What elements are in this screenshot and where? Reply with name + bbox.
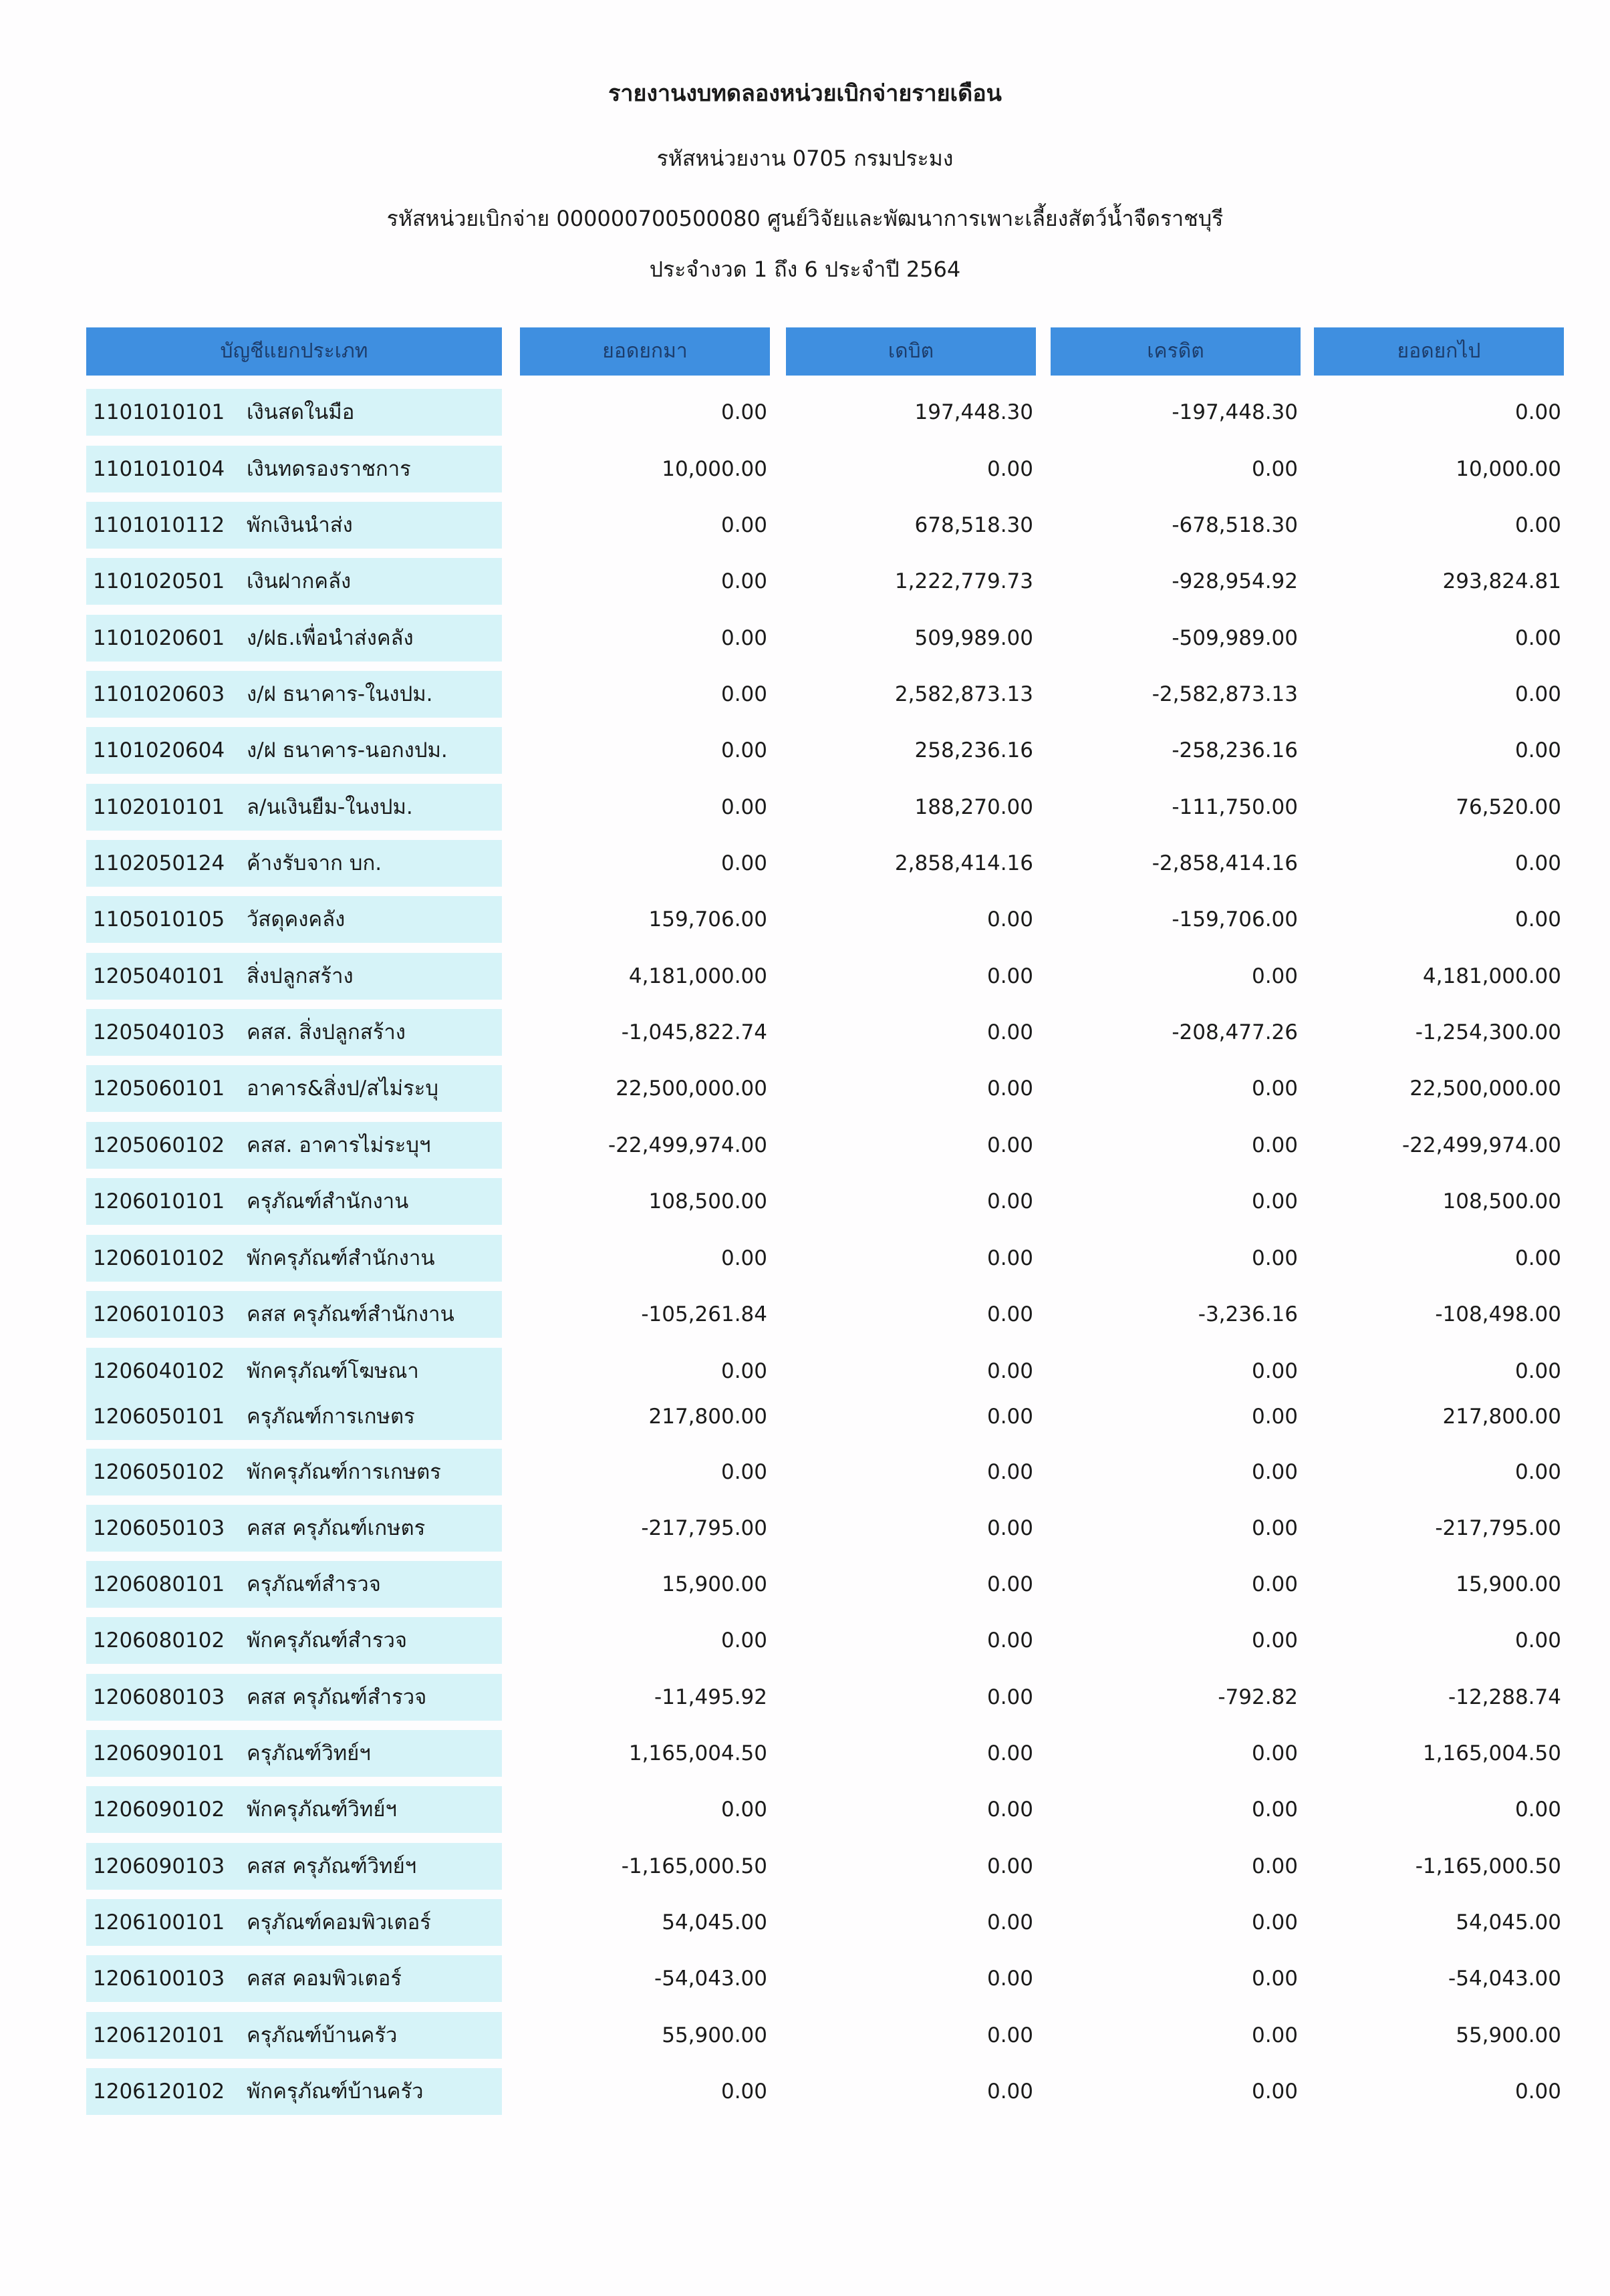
account-name: ง/ฝ ธนาคาร-นอกงปม.: [247, 738, 448, 762]
account-cell: [86, 502, 502, 549]
table-row: [0, 2012, 1610, 2059]
table-row: [0, 1505, 1610, 1552]
table-row: [0, 1291, 1610, 1338]
carried-forward-cell: 293,824.81: [1442, 569, 1561, 593]
table-row: [0, 1561, 1610, 1608]
carried-forward-cell: -54,043.00: [1448, 1967, 1561, 1991]
credit-cell: -197,448.30: [1172, 400, 1298, 424]
carried-forward-cell: -1,254,300.00: [1415, 1020, 1561, 1044]
credit-cell: 0.00: [1251, 1854, 1298, 1878]
account-cell: [86, 1009, 502, 1056]
carried-forward-cell: 0.00: [1514, 1359, 1561, 1383]
carried-forward-cell: -12,288.74: [1448, 1685, 1561, 1709]
credit-cell: 0.00: [1251, 1741, 1298, 1765]
carried-forward-cell: 0.00: [1514, 1628, 1561, 1653]
account-name: อาคาร&สิ่งป/สไม่ระบุ: [247, 1077, 439, 1101]
carried-forward-cell: 0.00: [1514, 738, 1561, 762]
credit-cell: -258,236.16: [1172, 738, 1298, 762]
debit-cell: 0.00: [986, 1628, 1033, 1653]
account-cell: [86, 1393, 502, 1440]
credit-cell: 0.00: [1251, 1359, 1298, 1383]
account-code: 1206040102: [93, 1359, 225, 1383]
brought-forward-cell: 0.00: [720, 1246, 767, 1270]
account-code: 1206080103: [93, 1685, 225, 1709]
account-name: ครุภัณฑ์คอมพิวเตอร์: [247, 1910, 431, 1934]
carried-forward-cell: -22,499,974.00: [1402, 1133, 1561, 1157]
account-code: 1206100103: [93, 1967, 225, 1991]
brought-forward-cell: 108,500.00: [648, 1189, 767, 1213]
carried-forward-cell: 0.00: [1514, 2079, 1561, 2104]
debit-cell: 509,989.00: [914, 626, 1033, 650]
account-code: 1206090101: [93, 1741, 225, 1765]
credit-cell: 0.00: [1251, 1516, 1298, 1540]
credit-cell: -678,518.30: [1172, 513, 1298, 537]
account-cell: [86, 953, 502, 1000]
account-code: 1206050103: [93, 1516, 225, 1540]
col-header-debit: เดบิต: [786, 327, 1036, 376]
table-row: [0, 2068, 1610, 2115]
brought-forward-cell: 4,181,000.00: [628, 964, 767, 988]
account-name: ล/นเงินยืม-ในงปม.: [247, 795, 413, 819]
debit-cell: 0.00: [986, 1516, 1033, 1540]
credit-cell: 0.00: [1251, 457, 1298, 481]
carried-forward-cell: 55,900.00: [1456, 2023, 1561, 2047]
debit-cell: 0.00: [986, 1967, 1033, 1991]
account-code: 1205060101: [93, 1077, 225, 1101]
account-code: 1105010105: [93, 907, 225, 931]
account-code: 1206010101: [93, 1189, 225, 1213]
brought-forward-cell: 0.00: [720, 2079, 767, 2104]
account-cell: [86, 1843, 502, 1890]
carried-forward-cell: 10,000.00: [1456, 457, 1561, 481]
credit-cell: 0.00: [1251, 1798, 1298, 1822]
account-name: พักครุภัณฑ์วิทย์ฯ: [247, 1798, 397, 1822]
account-cell: [86, 1235, 502, 1282]
table-row: [0, 1009, 1610, 1056]
carried-forward-cell: 217,800.00: [1442, 1405, 1561, 1429]
account-cell: [86, 896, 502, 943]
brought-forward-cell: 55,900.00: [662, 2023, 767, 2047]
account-cell: [86, 840, 502, 887]
account-code: 1206090103: [93, 1854, 225, 1878]
debit-cell: 197,448.30: [914, 400, 1033, 424]
debit-cell: 0.00: [986, 1246, 1033, 1270]
credit-cell: 0.00: [1251, 1910, 1298, 1934]
account-cell: [86, 1955, 502, 2002]
carried-forward-cell: 1,165,004.50: [1422, 1741, 1561, 1765]
debit-cell: 0.00: [986, 1741, 1033, 1765]
account-code: 1206100101: [93, 1910, 225, 1934]
agency-line: รหัสหน่วยงาน 0705 กรมประมง: [656, 146, 954, 171]
debit-cell: 0.00: [986, 1189, 1033, 1213]
table-row: [0, 1730, 1610, 1777]
account-name: เงินสดในมือ: [247, 400, 355, 424]
credit-cell: -2,858,414.16: [1152, 851, 1298, 875]
account-cell: [86, 1291, 502, 1338]
table-row: [0, 615, 1610, 662]
account-cell: [86, 1178, 502, 1225]
credit-cell: 0.00: [1251, 964, 1298, 988]
table-row: [0, 1122, 1610, 1169]
account-name: ง/ฝธ.เพื่อนำส่งคลัง: [247, 626, 414, 650]
carried-forward-cell: 54,045.00: [1456, 1910, 1561, 1934]
credit-cell: 0.00: [1251, 1189, 1298, 1213]
account-name: คสส. สิ่งปลูกสร้าง: [247, 1020, 406, 1044]
debit-cell: 0.00: [986, 1302, 1033, 1326]
brought-forward-cell: 159,706.00: [648, 907, 767, 931]
table-row: [0, 1617, 1610, 1664]
table-row: [0, 784, 1610, 831]
debit-cell: 0.00: [986, 2079, 1033, 2104]
brought-forward-cell: -105,261.84: [641, 1302, 767, 1326]
brought-forward-cell: -54,043.00: [654, 1967, 767, 1991]
debit-cell: 1,222,779.73: [894, 569, 1033, 593]
account-code: 1206090102: [93, 1798, 225, 1822]
credit-cell: 0.00: [1251, 1246, 1298, 1270]
credit-cell: -2,582,873.13: [1152, 682, 1298, 706]
brought-forward-cell: 0.00: [720, 626, 767, 650]
account-cell: [86, 1348, 502, 1395]
account-cell: [86, 1786, 502, 1833]
account-code: 1206120102: [93, 2079, 225, 2104]
account-name: คสส ครุภัณฑ์สำรวจ: [247, 1685, 427, 1709]
account-code: 1205060102: [93, 1133, 225, 1157]
credit-cell: 0.00: [1251, 2023, 1298, 2047]
brought-forward-cell: -11,495.92: [654, 1685, 767, 1709]
brought-forward-cell: 0.00: [720, 513, 767, 537]
account-code: 1101020501: [93, 569, 225, 593]
debit-cell: 0.00: [986, 1854, 1033, 1878]
table-row: [0, 727, 1610, 774]
debit-cell: 0.00: [986, 907, 1033, 931]
table-row: [0, 840, 1610, 887]
brought-forward-cell: 0.00: [720, 795, 767, 819]
brought-forward-cell: 10,000.00: [662, 457, 767, 481]
table-row: [0, 389, 1610, 436]
brought-forward-cell: 0.00: [720, 569, 767, 593]
table-row: [0, 671, 1610, 718]
table-row: [0, 446, 1610, 492]
account-cell: [86, 2068, 502, 2115]
debit-cell: 0.00: [986, 1405, 1033, 1429]
account-code: 1206050101: [93, 1405, 225, 1429]
carried-forward-cell: -217,795.00: [1435, 1516, 1561, 1540]
account-cell: [86, 1899, 502, 1946]
brought-forward-cell: 0.00: [720, 1460, 767, 1484]
account-code: 1101010104: [93, 457, 225, 481]
carried-forward-cell: 0.00: [1514, 851, 1561, 875]
debit-cell: 0.00: [986, 1359, 1033, 1383]
disbursement-unit-line: รหัสหน่วยเบิกจ่าย 000000700500080 ศูนย์วิจัยและพัฒนาการเพาะเลี้ยงสัตว์น้ำจืดราชบุรี: [386, 206, 1224, 231]
account-cell: [86, 1449, 502, 1495]
table-row: [0, 502, 1610, 549]
brought-forward-cell: 22,500,000.00: [616, 1077, 767, 1101]
account-name: ครุภัณฑ์การเกษตร: [247, 1405, 415, 1429]
table-row: [0, 558, 1610, 605]
carried-forward-cell: 22,500,000.00: [1410, 1077, 1561, 1101]
credit-cell: 0.00: [1251, 1405, 1298, 1429]
account-cell: [86, 1505, 502, 1552]
account-code: 1102010101: [93, 795, 225, 819]
debit-cell: 0.00: [986, 1685, 1033, 1709]
brought-forward-cell: 217,800.00: [648, 1405, 767, 1429]
credit-cell: -792.82: [1218, 1685, 1298, 1709]
account-code: 1206080102: [93, 1628, 225, 1653]
report-title: รายงานงบทดลองหน่วยเบิกจ่ายรายเดือน: [608, 80, 1002, 107]
carried-forward-cell: 0.00: [1514, 1246, 1561, 1270]
brought-forward-cell: 15,900.00: [662, 1572, 767, 1596]
brought-forward-cell: 1,165,004.50: [628, 1741, 767, 1765]
credit-cell: 0.00: [1251, 1572, 1298, 1596]
debit-cell: 0.00: [986, 964, 1033, 988]
account-cell: [86, 1561, 502, 1608]
debit-cell: 0.00: [986, 457, 1033, 481]
col-header-brought-forward: ยอดยกมา: [520, 327, 770, 376]
brought-forward-cell: 0.00: [720, 682, 767, 706]
brought-forward-cell: 0.00: [720, 851, 767, 875]
credit-cell: -111,750.00: [1172, 795, 1298, 819]
account-code: 1206010103: [93, 1302, 225, 1326]
carried-forward-cell: 0.00: [1514, 907, 1561, 931]
debit-cell: 0.00: [986, 1020, 1033, 1044]
debit-cell: 2,582,873.13: [894, 682, 1033, 706]
credit-cell: 0.00: [1251, 2079, 1298, 2104]
brought-forward-cell: 0.00: [720, 400, 767, 424]
credit-cell: -3,236.16: [1198, 1302, 1298, 1326]
credit-cell: -159,706.00: [1172, 907, 1298, 931]
account-name: คสส ครุภัณฑ์เกษตร: [247, 1516, 426, 1540]
carried-forward-cell: -1,165,000.50: [1415, 1854, 1561, 1878]
carried-forward-cell: -108,498.00: [1435, 1302, 1561, 1326]
debit-cell: 188,270.00: [914, 795, 1033, 819]
table-row: [0, 1178, 1610, 1225]
debit-cell: 0.00: [986, 1077, 1033, 1101]
carried-forward-cell: 108,500.00: [1442, 1189, 1561, 1213]
account-cell: [86, 2012, 502, 2059]
brought-forward-cell: 0.00: [720, 738, 767, 762]
account-code: 1205040101: [93, 964, 225, 988]
debit-cell: 0.00: [986, 2023, 1033, 2047]
account-name: ค้างรับจาก บก.: [247, 851, 382, 875]
carried-forward-cell: 15,900.00: [1456, 1572, 1561, 1596]
account-cell: [86, 558, 502, 605]
carried-forward-cell: 0.00: [1514, 1798, 1561, 1822]
table-row: [0, 953, 1610, 1000]
account-cell: [86, 671, 502, 718]
carried-forward-cell: 4,181,000.00: [1422, 964, 1561, 988]
brought-forward-cell: -1,045,822.74: [621, 1020, 767, 1044]
account-cell: [86, 1674, 502, 1721]
account-code: 1101010101: [93, 400, 225, 424]
carried-forward-cell: 76,520.00: [1456, 795, 1561, 819]
account-cell: [86, 615, 502, 662]
account-code: 1206120101: [93, 2023, 225, 2047]
account-name: ง/ฝ ธนาคาร-ในงปม.: [247, 682, 433, 706]
credit-cell: -928,954.92: [1172, 569, 1298, 593]
account-name: พักเงินนำส่ง: [247, 513, 353, 537]
table-row: [0, 1786, 1610, 1833]
table-row: [0, 1899, 1610, 1946]
account-cell: [86, 784, 502, 831]
account-name: พักครุภัณฑ์สำรวจ: [247, 1628, 408, 1653]
debit-cell: 0.00: [986, 1798, 1033, 1822]
table-row: [0, 1065, 1610, 1112]
account-cell: [86, 727, 502, 774]
period-line: ประจำงวด 1 ถึง 6 ประจำปี 2564: [649, 257, 961, 282]
carried-forward-cell: 0.00: [1514, 513, 1561, 537]
debit-cell: 2,858,414.16: [894, 851, 1033, 875]
credit-cell: 0.00: [1251, 1967, 1298, 1991]
account-name: เงินทดรองราชการ: [247, 457, 411, 481]
credit-cell: -509,989.00: [1172, 626, 1298, 650]
credit-cell: 0.00: [1251, 1077, 1298, 1101]
account-code: 1101010112: [93, 513, 225, 537]
account-name: ครุภัณฑ์บ้านครัว: [247, 2023, 398, 2047]
table-row: [0, 1348, 1610, 1395]
debit-cell: 678,518.30: [914, 513, 1033, 537]
account-name: สิ่งปลูกสร้าง: [247, 964, 354, 988]
brought-forward-cell: -1,165,000.50: [621, 1854, 767, 1878]
brought-forward-cell: 54,045.00: [662, 1910, 767, 1934]
debit-cell: 0.00: [986, 1572, 1033, 1596]
account-code: 1205040103: [93, 1020, 225, 1044]
account-cell: [86, 1617, 502, 1664]
credit-cell: 0.00: [1251, 1133, 1298, 1157]
account-name: เงินฝากคลัง: [247, 569, 352, 593]
debit-cell: 0.00: [986, 1133, 1033, 1157]
table-row: [0, 896, 1610, 943]
table-row: [0, 1449, 1610, 1495]
account-code: 1101020603: [93, 682, 225, 706]
col-header-credit: เครดิต: [1051, 327, 1301, 376]
account-code: 1206010102: [93, 1246, 225, 1270]
credit-cell: 0.00: [1251, 1628, 1298, 1653]
account-code: 1206080101: [93, 1572, 225, 1596]
table-row: [0, 1674, 1610, 1721]
table-row: [0, 1843, 1610, 1890]
account-cell: [86, 446, 502, 492]
table-row: [0, 1393, 1610, 1440]
brought-forward-cell: 0.00: [720, 1359, 767, 1383]
account-code: 1102050124: [93, 851, 225, 875]
account-cell: [86, 1122, 502, 1169]
account-name: วัสดุคงคลัง: [247, 907, 346, 931]
debit-cell: 258,236.16: [914, 738, 1033, 762]
account-name: ครุภัณฑ์สำรวจ: [247, 1572, 381, 1596]
account-name: คสส ครุภัณฑ์วิทย์ฯ: [247, 1854, 417, 1878]
debit-cell: 0.00: [986, 1910, 1033, 1934]
account-name: ครุภัณฑ์วิทย์ฯ: [247, 1741, 371, 1765]
account-cell: [86, 1730, 502, 1777]
debit-cell: 0.00: [986, 1460, 1033, 1484]
carried-forward-cell: 0.00: [1514, 682, 1561, 706]
table-row: [0, 1955, 1610, 2002]
account-name: คสส คอมพิวเตอร์: [247, 1967, 402, 1991]
account-name: พักครุภัณฑ์โฆษณา: [247, 1359, 419, 1383]
account-cell: [86, 1065, 502, 1112]
account-code: 1101020604: [93, 738, 225, 762]
credit-cell: 0.00: [1251, 1460, 1298, 1484]
account-name: พักครุภัณฑ์การเกษตร: [247, 1460, 441, 1484]
credit-cell: -208,477.26: [1172, 1020, 1298, 1044]
brought-forward-cell: 0.00: [720, 1628, 767, 1653]
carried-forward-cell: 0.00: [1514, 400, 1561, 424]
brought-forward-cell: 0.00: [720, 1798, 767, 1822]
brought-forward-cell: -217,795.00: [641, 1516, 767, 1540]
col-header-carried-forward: ยอดยกไป: [1314, 327, 1564, 376]
account-name: พักครุภัณฑ์สำนักงาน: [247, 1246, 435, 1270]
carried-forward-cell: 0.00: [1514, 626, 1561, 650]
table-row: [0, 1235, 1610, 1282]
account-code: 1206050102: [93, 1460, 225, 1484]
account-cell: [86, 389, 502, 436]
account-code: 1101020601: [93, 626, 225, 650]
account-name: ครุภัณฑ์สำนักงาน: [247, 1189, 409, 1213]
brought-forward-cell: -22,499,974.00: [608, 1133, 767, 1157]
account-name: คสส. อาคารไม่ระบุฯ: [247, 1133, 431, 1157]
account-name: คสส ครุภัณฑ์สำนักงาน: [247, 1302, 454, 1326]
account-name: พักครุภัณฑ์บ้านครัว: [247, 2079, 424, 2104]
carried-forward-cell: 0.00: [1514, 1460, 1561, 1484]
col-header-account: บัญชีแยกประเภท: [86, 327, 502, 376]
